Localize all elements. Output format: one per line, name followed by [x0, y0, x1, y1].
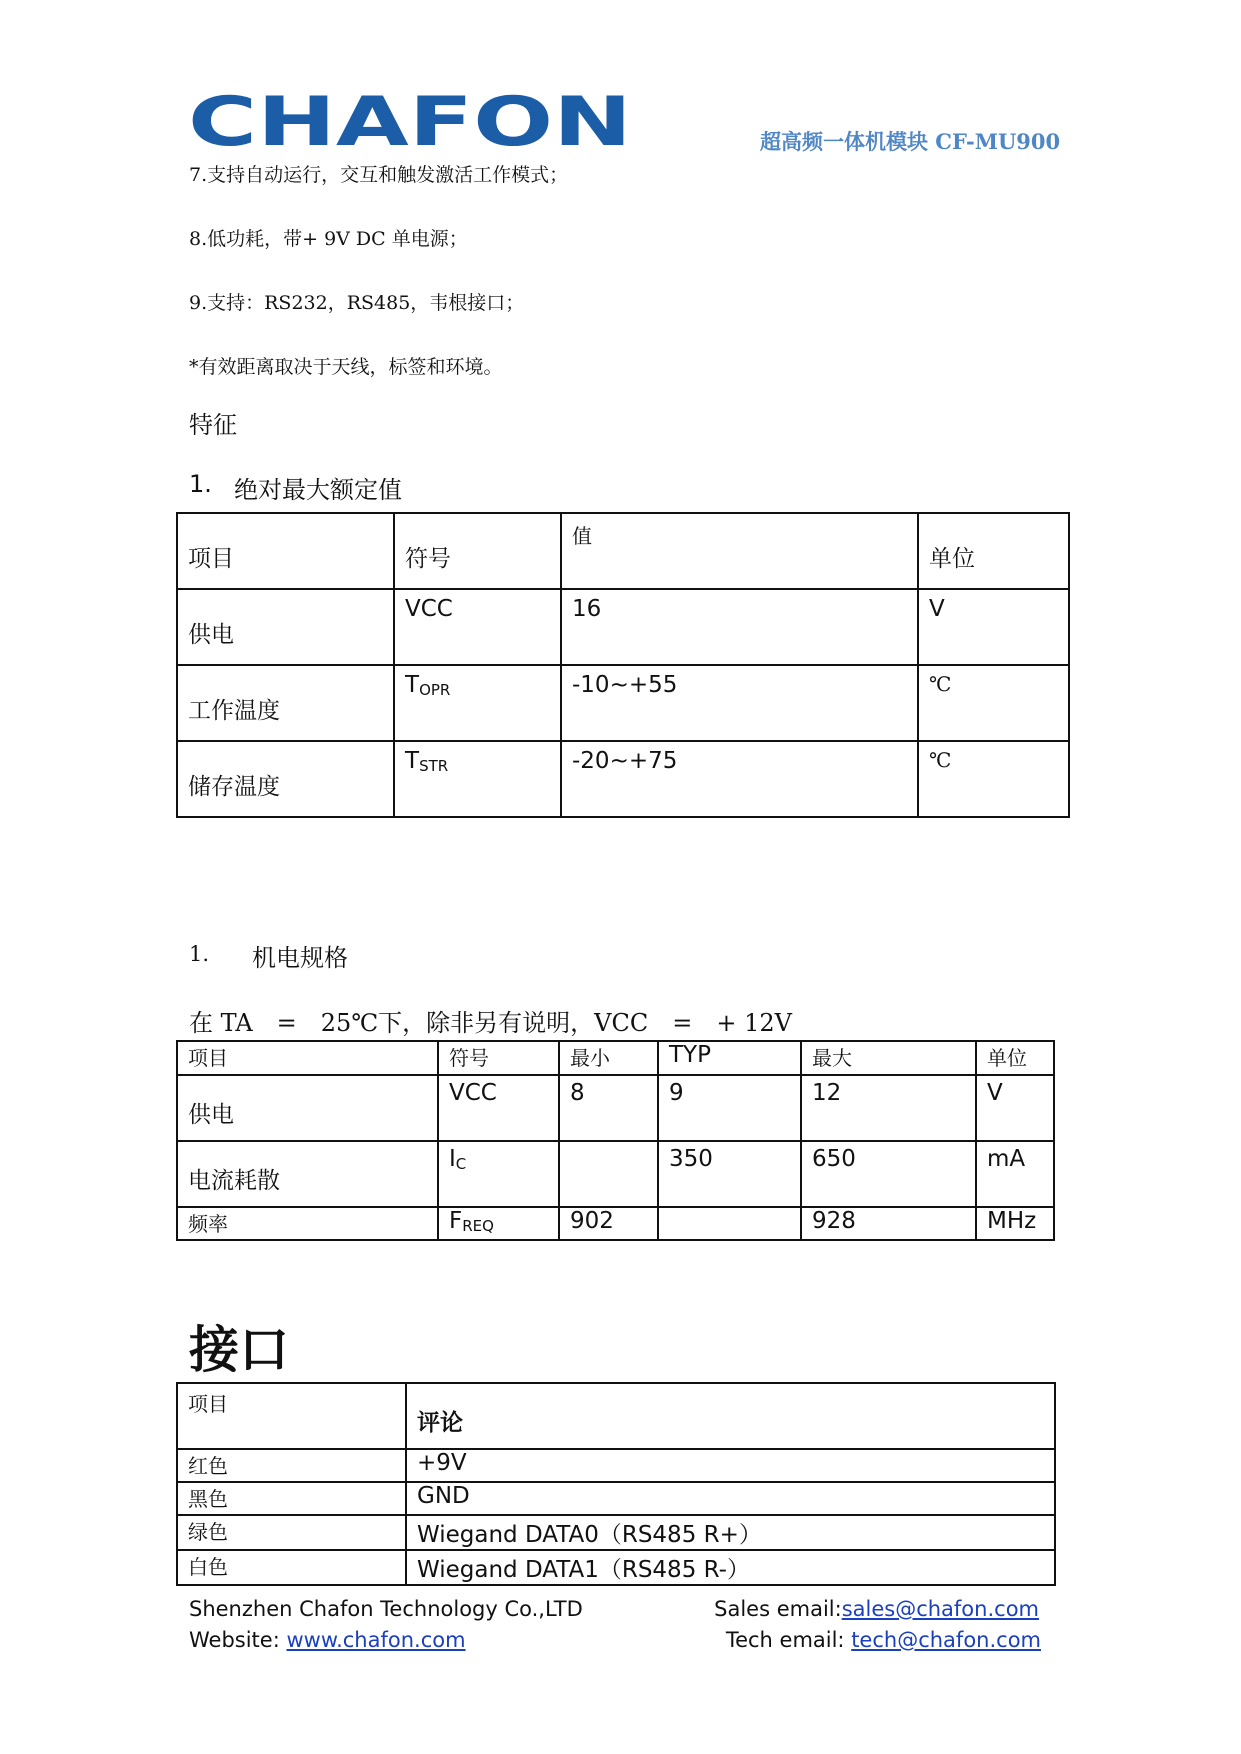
row-symbol: $I_C$ [438, 1141, 559, 1207]
header-typ: TYP [658, 1041, 801, 1075]
row-item: 黑色 [177, 1482, 406, 1515]
feature-item-8: 8.低功耗，带+ 9V DC 单电源； [189, 228, 468, 250]
row-value: 16 [561, 589, 918, 665]
header-comment: 评论 [406, 1383, 1055, 1449]
row-max: 928 [801, 1207, 976, 1240]
table-row [177, 1075, 1054, 1141]
row-comment: GND [406, 1482, 1055, 1515]
row-unit: mA [976, 1141, 1054, 1207]
row-typ [658, 1207, 801, 1240]
row-item: 白色 [177, 1550, 406, 1585]
row-unit: ℃ [918, 665, 1069, 741]
row-value: -20~+75 [561, 741, 918, 817]
footer-tech-label: Tech email: [725, 1628, 852, 1652]
sales-email-link[interactable]: sales@chafon.com [841, 1597, 1039, 1621]
header-symbol: 符号 [438, 1041, 559, 1075]
row-typ: 350 [658, 1141, 801, 1207]
table-header-row [177, 1041, 1054, 1075]
footer-company: Shenzhen Chafon Technology Co.,LTD [189, 1597, 583, 1621]
table-row [177, 1207, 1054, 1240]
chafon-logo [188, 90, 632, 150]
row-min [559, 1141, 658, 1207]
row-typ: 9 [658, 1075, 801, 1141]
row-item: 绿色 [177, 1515, 406, 1550]
test-condition: 在 TA = 25℃下，除非另有说明，VCC = + 12V [189, 1009, 792, 1037]
row-unit: V [976, 1075, 1054, 1141]
row-unit: V [918, 589, 1069, 665]
row-comment: Wiegand DATA1（RS485 R-） [406, 1550, 1055, 1585]
header-symbol: 符号 [394, 513, 561, 589]
row-comment: Wiegand DATA0（RS485 R+） [406, 1515, 1055, 1550]
footer-sales-label: Sales email: [714, 1597, 842, 1621]
section-heading-features: 特征 [189, 411, 237, 439]
subheading-electromechanical [0, 938, 1241, 972]
row-item: 频率 [177, 1207, 438, 1240]
row-item: 工作温度 [177, 665, 394, 741]
row-item: 电流耗散 [177, 1141, 438, 1207]
subheading-title: 绝对最大额定值 [234, 476, 402, 504]
row-min: 902 [559, 1207, 658, 1240]
website-link[interactable]: www.chafon.com [286, 1628, 466, 1652]
document-title: 超高频一体机模块 CF-MU900 [760, 129, 1061, 154]
table-row [177, 1482, 1055, 1515]
row-symbol: $T_{STR}$ [394, 741, 561, 817]
table-header-row [177, 1383, 1055, 1449]
table-row [177, 665, 1069, 741]
interface-table [176, 1382, 1056, 1586]
header-item: 项目 [177, 1041, 438, 1075]
row-value: -10~+55 [561, 665, 918, 741]
row-comment: +9V [406, 1449, 1055, 1482]
table-row [177, 1141, 1054, 1207]
table-row [177, 1449, 1055, 1482]
feature-item-9: 9.支持：RS232，RS485，韦根接口； [189, 292, 525, 314]
section-heading-interface: 接口 [189, 1321, 289, 1379]
table-row [177, 1515, 1055, 1550]
footer-website-line [189, 1628, 466, 1652]
header-item: 项目 [177, 1383, 406, 1449]
absolute-max-table [176, 512, 1070, 818]
header-value: 值 [561, 513, 918, 589]
row-item: 储存温度 [177, 741, 394, 817]
logo-text: CHAFON [188, 90, 632, 150]
row-symbol: $F_{REQ}$ [438, 1207, 559, 1240]
row-max: 650 [801, 1141, 976, 1207]
subheading-title: 机电规格 [252, 944, 348, 972]
row-item: 红色 [177, 1449, 406, 1482]
footer-sales-line [714, 1597, 1039, 1621]
subheading-absolute-max [0, 470, 1241, 504]
electromechanical-table [176, 1040, 1055, 1241]
table-row [177, 1550, 1055, 1585]
footer-tech-line [726, 1628, 1041, 1652]
table-row [177, 589, 1069, 665]
row-item: 供电 [177, 1075, 438, 1141]
footer-website-label: Website: [189, 1628, 287, 1652]
header-min: 最小 [559, 1041, 658, 1075]
feature-item-7: 7.支持自动运行，交互和触发激活工作模式； [189, 164, 569, 186]
row-symbol: $T_{OPR}$ [394, 665, 561, 741]
table-header-row [177, 513, 1069, 589]
feature-note: *有效距离取决于天线，标签和环境。 [189, 356, 503, 378]
row-min: 8 [559, 1075, 658, 1141]
row-max: 12 [801, 1075, 976, 1141]
row-item: 供电 [177, 589, 394, 665]
row-symbol: VCC [438, 1075, 559, 1141]
row-unit: ℃ [918, 741, 1069, 817]
header-unit: 单位 [976, 1041, 1054, 1075]
subheading-number: 1. [189, 942, 210, 966]
tech-email-link[interactable]: tech@chafon.com [851, 1628, 1041, 1652]
row-symbol: VCC [394, 589, 561, 665]
header-unit: 单位 [918, 513, 1069, 589]
header-max: 最大 [801, 1041, 976, 1075]
table-row [177, 741, 1069, 817]
subheading-number: 1. [189, 470, 212, 498]
row-unit: MHz [976, 1207, 1054, 1240]
header-item: 项目 [177, 513, 394, 589]
